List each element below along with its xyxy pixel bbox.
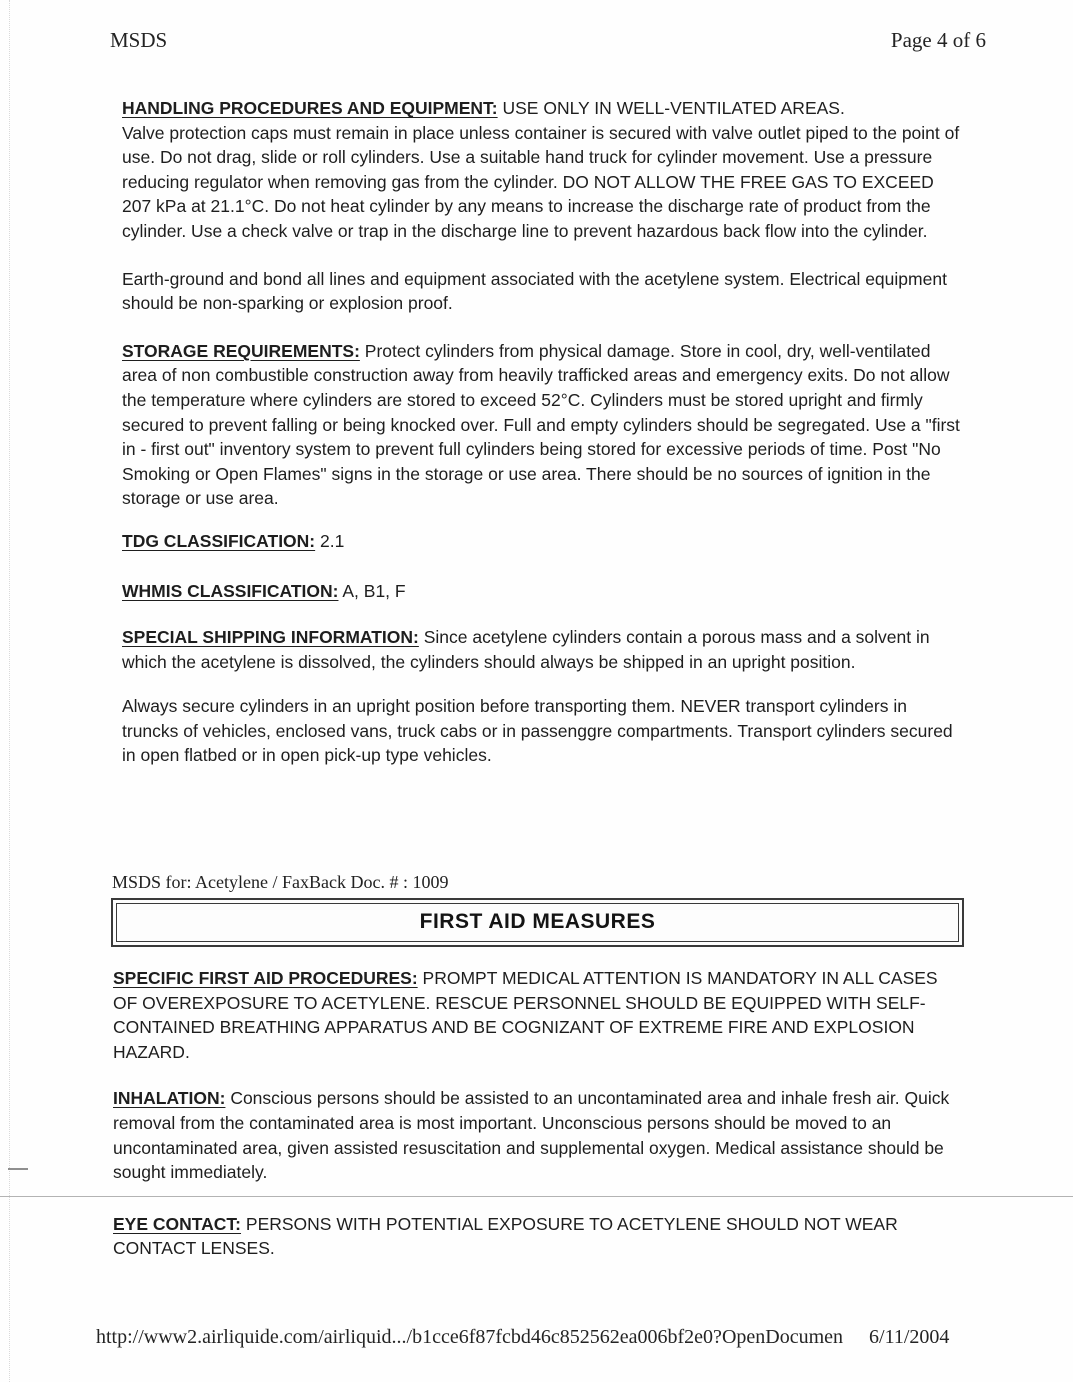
footer-date: 6/11/2004 — [869, 1326, 950, 1348]
scan-margin-tick — [8, 1168, 28, 1170]
scan-edge-line — [9, 0, 10, 1382]
section-eye-contact — [113, 1212, 966, 1261]
section-whmis — [122, 579, 967, 604]
section-whmis-label: WHMIS CLASSIFICATION: — [122, 580, 339, 601]
footer-url: http://www2.airliquide.com/airliquid.../b1cce6f87fcbd46c852562ea006bf2e0?OpenDocumen — [96, 1326, 844, 1348]
section-inhalation-text: Conscious persons should be assisted to an uncontaminated area and inhale fresh air. Quick removal from the contaminated area is most important. Unconscious persons should be moved to an uncontaminated area, given assisted resuscitation and supplemental oxygen. Medical assistance should be sought immediately. — [113, 1088, 950, 1183]
section-shipping-label: SPECIAL SHIPPING INFORMATION: — [122, 627, 419, 648]
section-storage-label: STORAGE REQUIREMENTS: — [122, 340, 360, 361]
section-specific-first-aid-label: SPECIFIC FIRST AID PROCEDURES: — [113, 968, 418, 988]
section-handling-paragraph-2: Earth-ground and bond all lines and equipment associated with the acetylene system. Electrical equipment should be non-sparking or explosion proof. — [122, 268, 947, 314]
section-specific-first-aid — [113, 966, 966, 1064]
page-footer — [96, 1326, 996, 1349]
section-handling-intro: USE ONLY IN WELL-VENTILATED AREAS. — [502, 98, 845, 118]
section-eye-contact-label: EYE CONTACT: — [113, 1213, 242, 1234]
section-inhalation-label: INHALATION: — [113, 1088, 226, 1109]
section-tdg-value: 2.1 — [320, 530, 345, 551]
first-aid-banner — [111, 898, 964, 947]
msds-for-line: MSDS for: Acetylene / FaxBack Doc. # : 1009 — [112, 872, 449, 892]
section-shipping — [122, 625, 967, 674]
section-tdg-label: TDG CLASSIFICATION: — [122, 530, 316, 551]
section-eye-contact-text: PERSONS WITH POTENTIAL EXPOSURE TO ACETYLENE SHOULD NOT WEAR CONTACT LENSES. — [113, 1213, 898, 1259]
section-tdg — [122, 529, 967, 554]
content-upper — [122, 96, 967, 768]
content-lower — [113, 966, 966, 1261]
section-specific-first-aid-text: PROMPT MEDICAL ATTENTION IS MANDATORY IN ALL CASES OF OVEREXPOSURE TO ACETYLENE. RESCUE PERSONNEL SHOULD BE EQUIPPED WITH SELF-CONTAINED BREATHING APPARATUS AND BE COGNIZANT OF EXTREME FIRE AND EXPLOSION HAZARD. — [113, 968, 938, 1062]
page-header — [110, 28, 986, 53]
section-handling-label: HANDLING PROCEDURES AND EQUIPMENT: — [122, 98, 498, 118]
section-handling-heading — [122, 96, 967, 121]
doc-type-label: MSDS — [110, 28, 168, 52]
section-shipping-text: Since acetylene cylinders contain a porous mass and a solvent in which the acetylene is dissolved, the cylinders should always be shipped in an upright position. — [122, 627, 930, 672]
section-handling-paragraph-1: Valve protection caps must remain in place unless container is secured with valve outlet piped to the point of use. Do not drag, slide or roll cylinders. Use a suitable hand truck for cylinder movement. Use a pressure reducing regulator when removing gas from the cylinder. DO NOT ALLOW THE FREE GAS TO EXCEED 207 kPa at 21.1°C. Do not heat cylinder by any means to increase the discharge rate of product from the cylinder. Use a check valve or trap in the discharge line to prevent hazardous back flow into the cylinder. — [122, 122, 960, 241]
section-storage — [122, 339, 967, 511]
section-shipping-paragraph-2: Always secure cylinders in an upright position before transporting them. NEVER transport cylinders in truncks of vehicles, enclosed vans, truck cabs or in passenggre compartments. Transport cylinders secured in open flatbed or in open pick-up type vehicles. — [122, 696, 953, 766]
section-inhalation — [113, 1086, 966, 1184]
first-aid-banner-title: FIRST AID MEASURES — [116, 903, 959, 942]
section-whmis-value: A, B1, F — [342, 580, 406, 601]
page-number: Page 4 of 6 — [890, 28, 986, 52]
section-storage-text: Protect cylinders from physical damage. Store in cool, dry, well-ventilated area of non combustible construction away from heavily trafficked areas and emergency exits. Do not allow the temperature where cylinders are stored to exceed 52°C. Cylinders must be stored upright and firmly secured to prevent falling or being knocked over. Full and empty cylinders should be segregated. Use a "first in - first out" inventory system to prevent full cylinders being stored for excessive periods of time. Post "No Smoking or Open Flames" signs in the storage or use area. There should be no sources of ignition in the storage or use area. — [122, 340, 960, 509]
